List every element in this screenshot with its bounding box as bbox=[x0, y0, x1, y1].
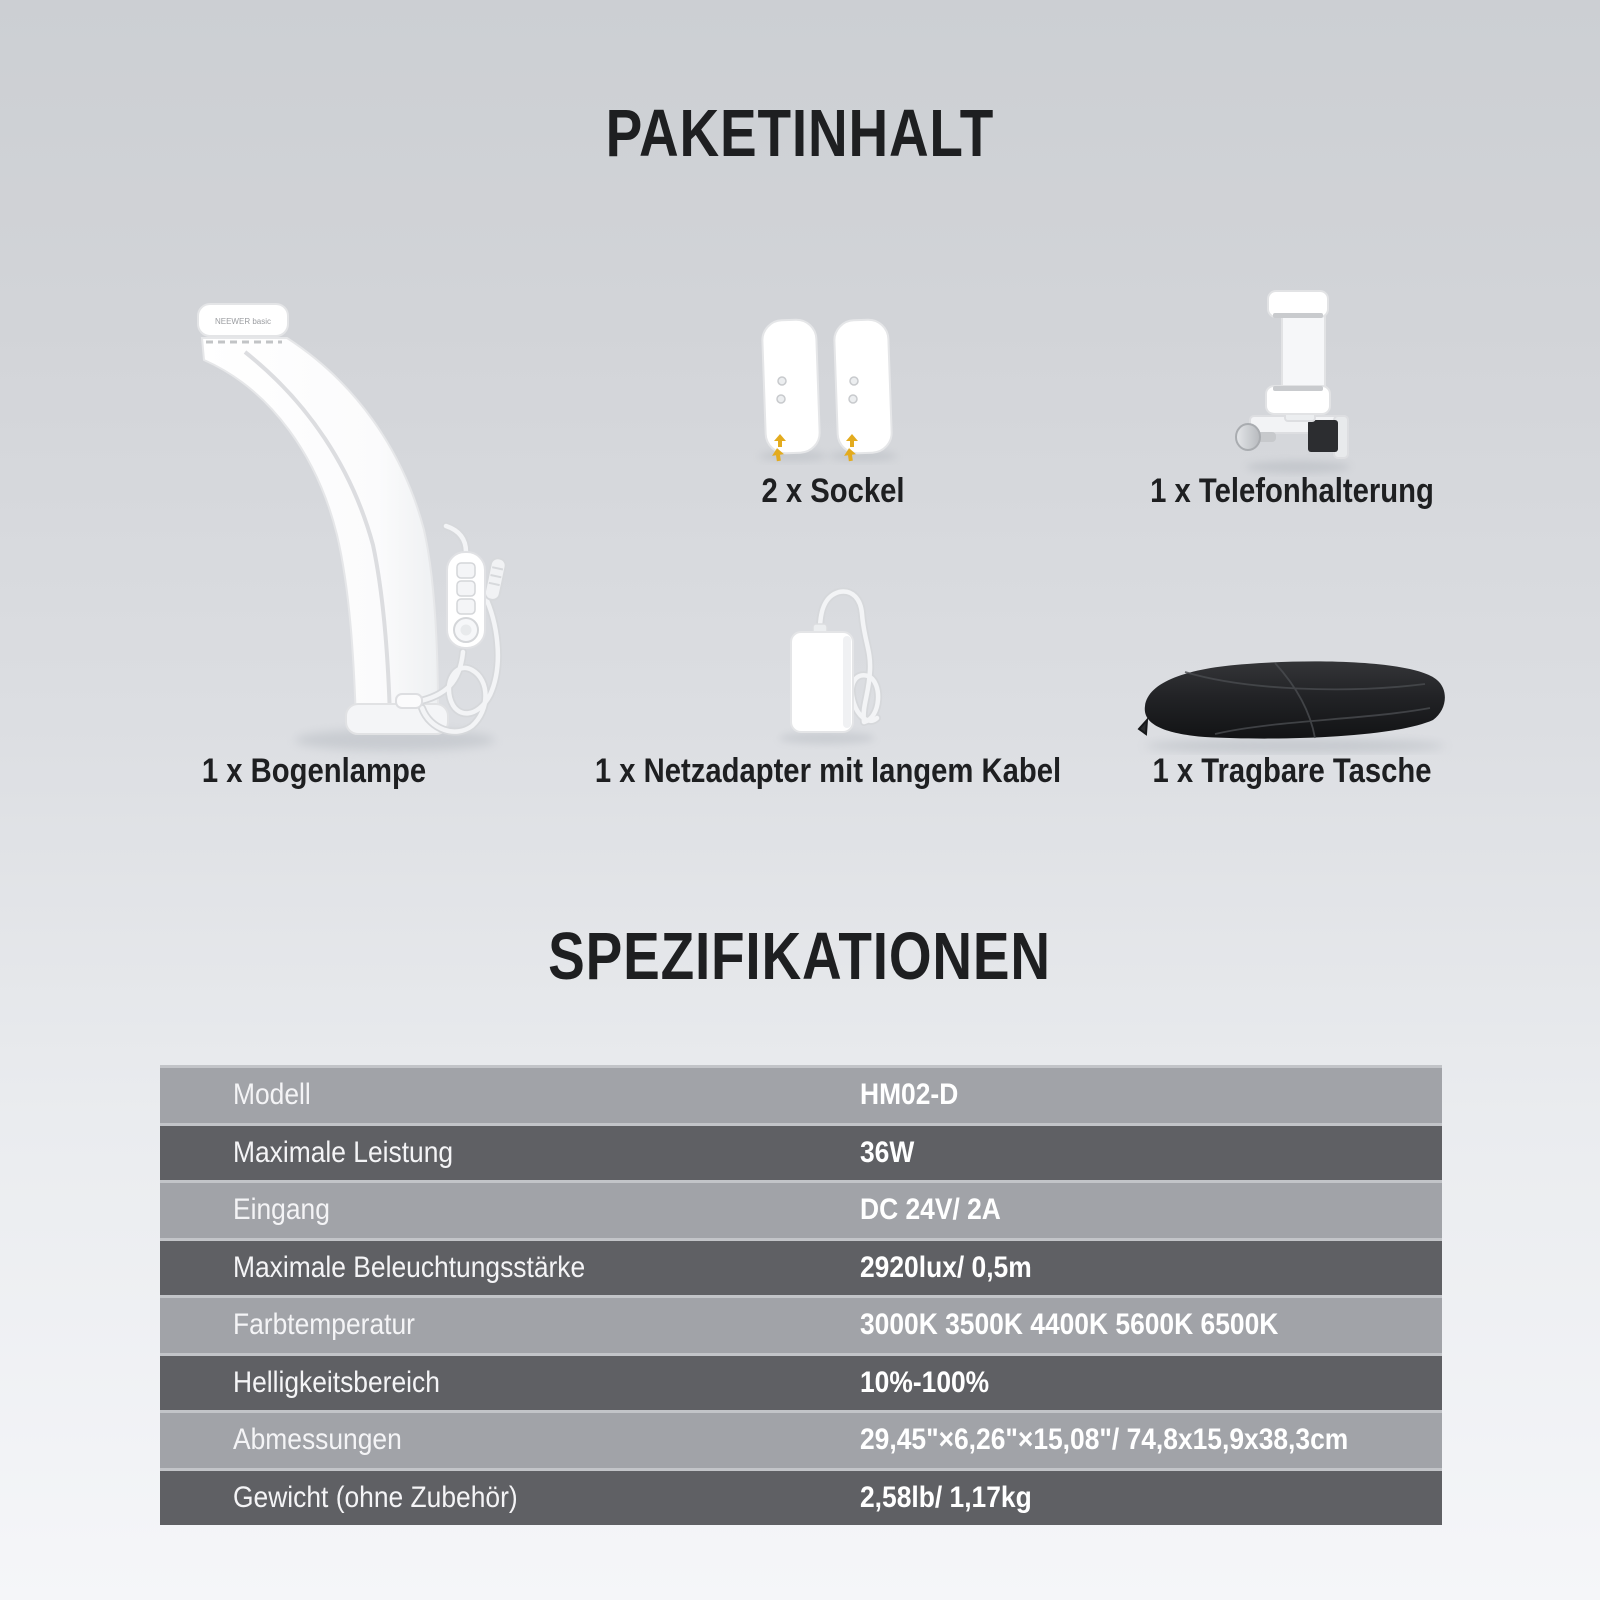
specifications-title: SPEZIFIKATIONEN bbox=[548, 919, 1052, 994]
sockel-plate bbox=[762, 319, 821, 462]
spec-label: Helligkeitsbereich bbox=[233, 1365, 440, 1399]
spec-value: 2,58lb/ 1,17kg bbox=[860, 1480, 1032, 1514]
spec-row bbox=[160, 1123, 1442, 1181]
spec-label: Farbtemperatur bbox=[233, 1308, 415, 1342]
spec-label: Abmessungen bbox=[233, 1423, 402, 1457]
lamp-dc-plug bbox=[396, 694, 422, 708]
remote-control bbox=[447, 552, 485, 648]
spec-row bbox=[160, 1295, 1442, 1353]
netzadapter-image bbox=[765, 580, 905, 750]
remote-button bbox=[457, 563, 475, 578]
screw-icon bbox=[850, 377, 858, 385]
telefonhalterung-image bbox=[1230, 282, 1370, 477]
item-label-tasche: 1 x Tragbare Tasche bbox=[1152, 752, 1432, 790]
spec-row bbox=[160, 1410, 1442, 1468]
spec-value: HM02-D bbox=[860, 1078, 959, 1112]
item-label-netzadapter: 1 x Netzadapter mit langem Kabel bbox=[594, 752, 1062, 790]
clamp-pad bbox=[1308, 420, 1338, 452]
item-label-sockel: 2 x Sockel bbox=[761, 472, 905, 510]
spec-label: Maximale Leistung bbox=[233, 1135, 454, 1169]
remote-button bbox=[457, 599, 475, 614]
tragbare-tasche-image bbox=[1125, 650, 1465, 755]
package-contents-title: PAKETINHALT bbox=[605, 96, 995, 171]
thumbscrew-knob bbox=[1236, 424, 1260, 450]
spec-row bbox=[160, 1180, 1442, 1238]
spec-row bbox=[160, 1238, 1442, 1296]
bag-zipper-tab bbox=[1139, 720, 1147, 734]
item-label-telefonhalterung: 1 x Telefonhalterung bbox=[1150, 472, 1434, 510]
spec-value: 10%-100% bbox=[860, 1365, 990, 1399]
screw-icon bbox=[849, 395, 857, 403]
screw-icon bbox=[778, 377, 786, 385]
arc-lamp-image bbox=[160, 290, 540, 760]
spec-value: 3000K 3500K 4400K 5600K 6500K bbox=[860, 1308, 1279, 1342]
spec-label: Modell bbox=[233, 1078, 311, 1112]
spec-row bbox=[160, 1065, 1442, 1123]
spec-table bbox=[160, 1065, 1442, 1525]
spec-row bbox=[160, 1353, 1442, 1411]
spec-row bbox=[160, 1468, 1442, 1526]
spec-value: DC 24V/ 2A bbox=[860, 1193, 1001, 1227]
spec-label: Maximale Beleuchtungsstärke bbox=[233, 1250, 586, 1284]
spec-value: 36W bbox=[860, 1135, 915, 1169]
sockel-plate bbox=[834, 319, 893, 462]
screw-icon bbox=[777, 395, 785, 403]
spec-label: Gewicht (ohne Zubehör) bbox=[233, 1480, 518, 1514]
lamp-arm bbox=[202, 338, 438, 722]
remote-connector bbox=[484, 557, 507, 601]
spec-value: 29,45"×6,26"×15,08"/ 74,8x15,9x38,3cm bbox=[860, 1423, 1349, 1457]
spec-value: 2920lux/ 0,5m bbox=[860, 1250, 1032, 1284]
holder-rail bbox=[1282, 311, 1325, 395]
spec-label: Eingang bbox=[233, 1193, 330, 1227]
lamp-brand-text: NEEWER basic bbox=[214, 317, 272, 326]
remote-button bbox=[457, 581, 475, 596]
sockel-image bbox=[750, 310, 920, 465]
item-label-bogenlampe: 1 x Bogenlampe bbox=[201, 752, 427, 790]
adapter-side-shade bbox=[843, 636, 851, 728]
